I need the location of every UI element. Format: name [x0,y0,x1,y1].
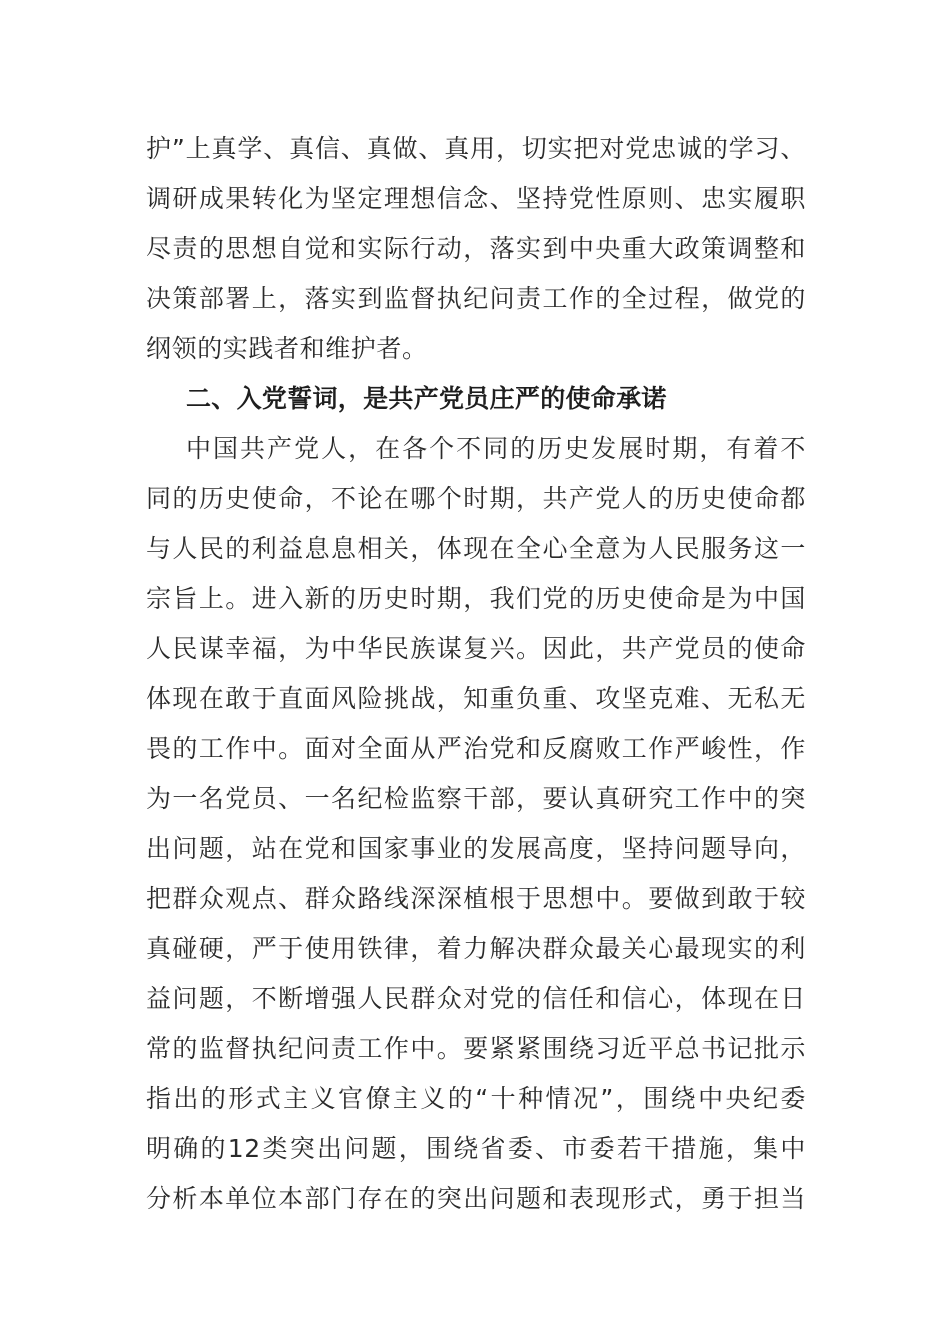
text-line: 调研成果转化为坚定理想信念、坚持党性原则、忠实履职 [146,184,806,213]
text-line: 常的监督执纪问责工作中。要紧紧围绕习近平总书记批示 [146,1034,806,1063]
text-line: 出问题，站在党和国家事业的发展高度，坚持问题导向， [146,834,806,863]
text-line: 分析本单位本部门存在的突出问题和表现形式，勇于担当 [146,1184,806,1213]
text-line: 畏的工作中。面对全面从严治党和反腐败工作严峻性，作 [146,734,806,763]
text-line: 指出的形式主义官僚主义的“十种情况”，围绕中央纪委 [146,1084,806,1113]
text-line: 与人民的利益息息相关，体现在全心全意为人民服务这一 [146,534,806,563]
text-line: 人民谋幸福，为中华民族谋复兴。因此，共产党员的使命 [146,634,806,663]
paragraph-1 [146,124,806,374]
text-line: 纲领的实践者和维护者。 [146,334,428,363]
text-line: 尽责的思想自觉和实际行动，落实到中央重大政策调整和 [146,234,806,263]
document-body [146,124,806,1224]
section-heading: 二、入党誓词，是共产党员庄严的使命承诺 [186,384,667,413]
text-line: 益问题，不断增强人民群众对党的信任和信心，体现在日 [146,984,806,1013]
text-line: 真碰硬，严于使用铁律，着力解决群众最关心最现实的利 [146,934,806,963]
text-line: 中国共产党人，在各个不同的历史发展时期，有着不 [186,434,806,463]
text-line: 护”上真学、真信、真做、真用，切实把对党忠诚的学习、 [146,134,806,163]
text-line: 决策部署上，落实到监督执纪问责工作的全过程，做党的 [146,284,806,313]
text-line: 体现在敢于直面风险挑战，知重负重、攻坚克难、无私无 [146,684,806,713]
text-line: 同的历史使命，不论在哪个时期，共产党人的历史使命都 [146,484,806,513]
text-line: 宗旨上。进入新的历史时期，我们党的历史使命是为中国 [146,584,806,613]
text-line: 明确的12类突出问题，围绕省委、市委若干措施，集中 [146,1134,806,1163]
text-line: 把群众观点、群众路线深深植根于思想中。要做到敢于较 [146,884,806,913]
paragraph-2 [146,424,806,1224]
text-line: 为一名党员、一名纪检监察干部，要认真研究工作中的突 [146,784,806,813]
